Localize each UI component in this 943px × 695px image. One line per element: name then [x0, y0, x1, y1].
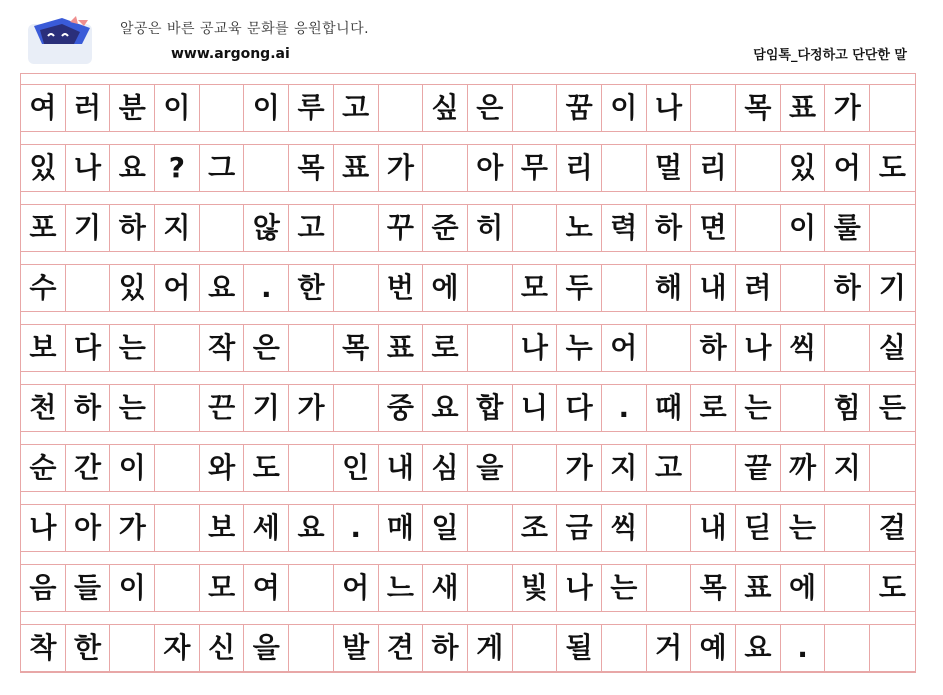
grid-row [21, 324, 915, 372]
grid-cell: 가 [379, 145, 424, 191]
grid-cell [334, 205, 379, 251]
grid-cell: 들 [66, 565, 111, 611]
grid-cell: 어 [825, 145, 870, 191]
grid-cell: 예 [691, 625, 736, 671]
grid-cell: 무 [513, 145, 558, 191]
grid-cell: 보 [200, 505, 245, 551]
grid-cell: 을 [244, 625, 289, 671]
grid-cell: 지 [602, 445, 647, 491]
grid-cell: . [334, 505, 379, 551]
grid-cell [513, 625, 558, 671]
grid-cell: 한 [289, 265, 334, 311]
grid-cell: 힘 [825, 385, 870, 431]
grid-cell: ? [155, 145, 200, 191]
grid-cell [602, 625, 647, 671]
grid-cell: 음 [21, 565, 66, 611]
grid-cell: 기 [878, 271, 906, 304]
grid-cell [691, 85, 736, 131]
grid-cell [155, 385, 200, 431]
grid-cell: 걸 [878, 511, 906, 544]
grid-cell: 합 [468, 385, 513, 431]
grid-cell: 요 [423, 385, 468, 431]
grid-cell: 리 [557, 145, 602, 191]
grid-cell: 이 [155, 85, 200, 131]
grid-cell: 중 [379, 385, 424, 431]
grid-cell: 여 [21, 85, 66, 131]
grid-cell [647, 565, 692, 611]
grid-cell [736, 145, 781, 191]
grid-cell: 나 [21, 505, 66, 551]
grid-cell [825, 505, 870, 551]
grid-cell: 심 [423, 445, 468, 491]
grid-cell: 나 [66, 145, 111, 191]
grid-cell: 멀 [647, 145, 692, 191]
grid-cell: 은 [244, 325, 289, 371]
grid-cell: 면 [691, 205, 736, 251]
grid-cell [200, 85, 245, 131]
grid-cell: 끝 [736, 445, 781, 491]
grid-cell: 표 [334, 145, 379, 191]
grid-cell: 이 [110, 445, 155, 491]
grid-cell [647, 505, 692, 551]
grid-cell: 천 [21, 385, 66, 431]
grid-cell: 이 [781, 205, 826, 251]
grid-cell [781, 385, 826, 431]
grid-cell: 에 [781, 565, 826, 611]
grid-cell [468, 325, 513, 371]
grid-cell: 작 [200, 325, 245, 371]
grid-cell [602, 265, 647, 311]
grid-cell: 끈 [200, 385, 245, 431]
grid-cell [289, 625, 334, 671]
grid-cell: 아 [468, 145, 513, 191]
grid-cell: 룰 [825, 205, 870, 251]
grid-cell: 매 [379, 505, 424, 551]
grid-cell: 준 [423, 205, 468, 251]
grid-cell: 가 [289, 385, 334, 431]
grid-cell: 세 [244, 505, 289, 551]
grid-cell [155, 445, 200, 491]
grid-cell: 다 [557, 385, 602, 431]
grid-cell: 을 [468, 445, 513, 491]
grid-cell: 니 [513, 385, 558, 431]
grid-cell: 일 [423, 505, 468, 551]
grid-cell: 나 [513, 325, 558, 371]
grid-cell: 고 [334, 85, 379, 131]
grid-cell: 요 [110, 145, 155, 191]
site-url: www.argong.ai [171, 46, 290, 62]
grid-cell: 어 [602, 325, 647, 371]
grid-cell: . [244, 265, 289, 311]
grid-cell: 든 [878, 391, 906, 424]
grid-cell: 는 [736, 385, 781, 431]
grid-cell [334, 265, 379, 311]
grid-cell: 이 [110, 565, 155, 611]
grid-cell: 하 [110, 205, 155, 251]
tagline: 알공은 바른 공교육 문화를 응원합니다. [120, 21, 370, 37]
grid-cell: 새 [423, 565, 468, 611]
grid-cell: 실 [878, 331, 906, 364]
grid-cell: 력 [602, 205, 647, 251]
grid-cell: 나 [736, 325, 781, 371]
grid-cell: 착 [21, 625, 66, 671]
grid-cell: 로 [691, 385, 736, 431]
grid-cell: 목 [736, 85, 781, 131]
grid-cell: 와 [200, 445, 245, 491]
grid-cell [468, 265, 513, 311]
grid-cell: 씩 [602, 505, 647, 551]
grid-cell: 있 [781, 145, 826, 191]
grid-cell [155, 325, 200, 371]
grid-cell: 목 [691, 565, 736, 611]
grid-cell: 가 [110, 505, 155, 551]
grid-cell: 그 [200, 145, 245, 191]
grid-cell: 분 [110, 85, 155, 131]
grid-cell: 한 [66, 625, 111, 671]
grid-cell: 인 [334, 445, 379, 491]
grid-cell: . [781, 625, 826, 671]
grid-cell [870, 625, 915, 671]
grid-cell: 이 [244, 85, 289, 131]
grid-cell: 고 [289, 205, 334, 251]
grid-row [21, 564, 915, 612]
grid-row [21, 204, 915, 252]
grid-cell: 표 [781, 85, 826, 131]
grid-cell: 하 [423, 625, 468, 671]
grid-row [21, 384, 915, 432]
grid-row [21, 144, 915, 192]
grid-cell: 순 [21, 445, 66, 491]
grid-cell: 간 [66, 445, 111, 491]
grid-cell: 느 [379, 565, 424, 611]
grid-cell [244, 145, 289, 191]
grid-cell [155, 505, 200, 551]
grid-cell: . [602, 385, 647, 431]
grid-cell: 도 [244, 445, 289, 491]
grid-cell [647, 325, 692, 371]
grid-row [21, 264, 915, 312]
grid-cell: 가 [557, 445, 602, 491]
grid-cell: 다 [66, 325, 111, 371]
grid-row [21, 444, 915, 492]
grid-cell: 포 [21, 205, 66, 251]
grid-cell: 발 [334, 625, 379, 671]
grid-cell: 요 [289, 505, 334, 551]
grid-cell: 까 [781, 445, 826, 491]
grid-cell: 는 [110, 325, 155, 371]
grid-cell: 나 [647, 85, 692, 131]
grid-cell [66, 265, 111, 311]
grid-cell [691, 445, 736, 491]
grid-cell: 꿈 [557, 85, 602, 131]
grid-cell: 있 [21, 145, 66, 191]
grid-cell: 어 [155, 265, 200, 311]
grid-cell: 목 [334, 325, 379, 371]
grid-cell: 어 [334, 565, 379, 611]
grid-cell: 요 [736, 625, 781, 671]
grid-cell: 누 [557, 325, 602, 371]
grid-cell [602, 145, 647, 191]
grid-cell: 모 [200, 565, 245, 611]
grid-cell: 때 [647, 385, 692, 431]
grid-cell: 목 [289, 145, 334, 191]
grid-cell [334, 385, 379, 431]
grid-cell [825, 625, 870, 671]
grid-cell [870, 445, 915, 491]
grid-cell [200, 205, 245, 251]
grid-cell: 에 [423, 265, 468, 311]
grid-cell: 않 [244, 205, 289, 251]
grid-cell: 조 [513, 505, 558, 551]
grid-cell: 거 [647, 625, 692, 671]
grid-cell [825, 325, 870, 371]
grid-cell: 딛 [736, 505, 781, 551]
grid-cell: 보 [21, 325, 66, 371]
grid-cell [110, 625, 155, 671]
grid-cell: 는 [602, 565, 647, 611]
grid-cell: 견 [379, 625, 424, 671]
grid-cell [870, 85, 915, 131]
grid-cell: 표 [736, 565, 781, 611]
grid-cell: 내 [379, 445, 424, 491]
grid-row [21, 504, 915, 552]
grid-row [21, 624, 915, 672]
grid-cell [423, 145, 468, 191]
grid-cell: 는 [110, 385, 155, 431]
grid-cell [825, 565, 870, 611]
grid-cell: 표 [379, 325, 424, 371]
grid-cell: 금 [557, 505, 602, 551]
manuscript-grid [20, 73, 916, 673]
grid-cell: 자 [155, 625, 200, 671]
grid-cell: 요 [200, 265, 245, 311]
grid-cell: 하 [825, 265, 870, 311]
grid-cell: 이 [602, 85, 647, 131]
grid-cell: 은 [468, 85, 513, 131]
grid-cell: 하 [66, 385, 111, 431]
grid-cell: 기 [244, 385, 289, 431]
grid-cell: 꾸 [379, 205, 424, 251]
grid-cell [289, 445, 334, 491]
grid-cell: 가 [825, 85, 870, 131]
grid-cell [513, 85, 558, 131]
grid-cell: 는 [781, 505, 826, 551]
grid-cell: 하 [691, 325, 736, 371]
grid-cell [289, 325, 334, 371]
grid-cell [513, 445, 558, 491]
grid-cell: 수 [21, 265, 66, 311]
grid-cell: 번 [379, 265, 424, 311]
grid-cell: 지 [825, 445, 870, 491]
grid-cell: 리 [691, 145, 736, 191]
grid-cell: 려 [736, 265, 781, 311]
grid-cell [513, 205, 558, 251]
worksheet-header [0, 0, 943, 72]
grid-cell: 신 [200, 625, 245, 671]
grid-cell: 노 [557, 205, 602, 251]
grid-cell: 내 [691, 265, 736, 311]
grid-cell: 빛 [513, 565, 558, 611]
grid-cell: 여 [244, 565, 289, 611]
grid-cell [870, 205, 915, 251]
grid-cell [736, 205, 781, 251]
grid-cell: 있 [110, 265, 155, 311]
grid-cell: 러 [66, 85, 111, 131]
argong-mascot-icon [22, 14, 98, 70]
sheet-title: 담임톡_다정하고 단단한 말 [753, 48, 907, 63]
grid-cell: 게 [468, 625, 513, 671]
grid-cell [468, 565, 513, 611]
grid-cell: 기 [66, 205, 111, 251]
grid-cell: 로 [423, 325, 468, 371]
grid-cell: 하 [647, 205, 692, 251]
grid-cell [379, 85, 424, 131]
grid-cell: 내 [691, 505, 736, 551]
grid-cell: 지 [155, 205, 200, 251]
grid-cell: 고 [647, 445, 692, 491]
grid-row [21, 84, 915, 132]
grid-cell: 도 [878, 151, 906, 184]
grid-cell [468, 505, 513, 551]
grid-cell: 될 [557, 625, 602, 671]
grid-cell [289, 565, 334, 611]
grid-cell [155, 565, 200, 611]
grid-cell: 루 [289, 85, 334, 131]
grid-cell: 해 [647, 265, 692, 311]
grid-cell: 도 [878, 571, 906, 604]
grid-cell: 나 [557, 565, 602, 611]
grid-cell: 싶 [423, 85, 468, 131]
grid-cell: 두 [557, 265, 602, 311]
grid-cell: 모 [513, 265, 558, 311]
grid-cell: 히 [468, 205, 513, 251]
grid-cell [781, 265, 826, 311]
grid-cell: 아 [66, 505, 111, 551]
grid-cell: 씩 [781, 325, 826, 371]
